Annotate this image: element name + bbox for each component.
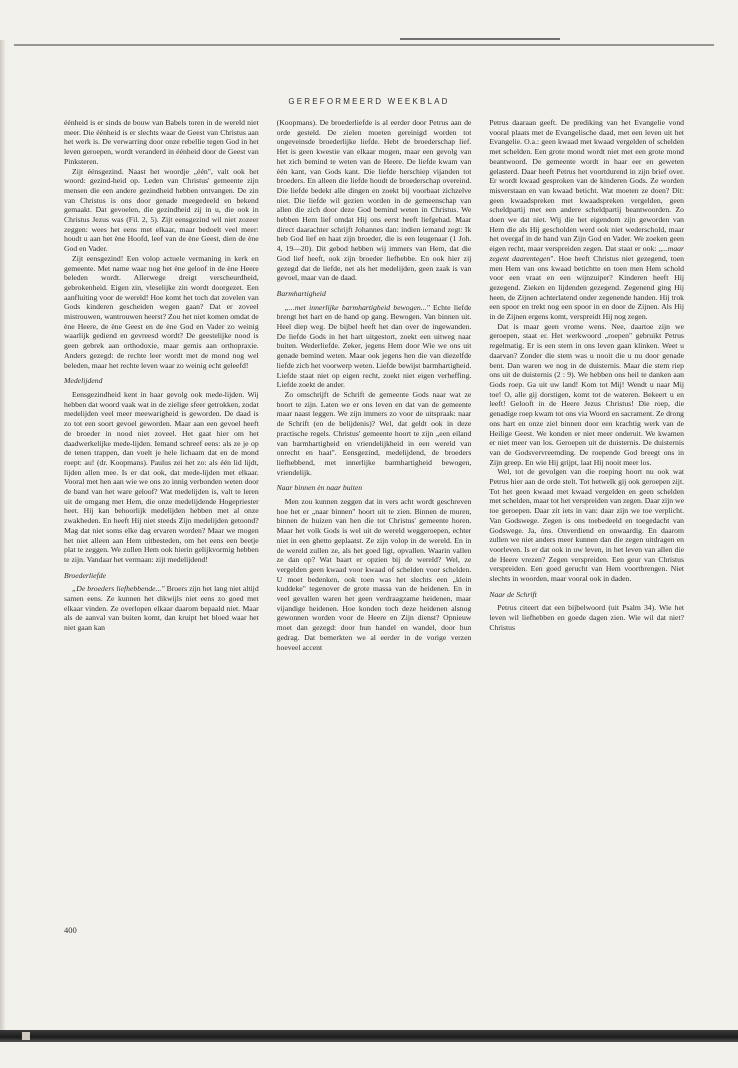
section-heading: Broederliefde: [64, 570, 106, 580]
paragraph: Wel, tot de gevolgen van die roeping hoort nu ook wat Petrus hier aan de orde stelt. Tot hetwelk gij ook geroepen zijt. Tot het geen kwaad met kwaad vergelden en geen schelden met schelden, maar tot het verspreiden van zegen. Daar zijn we toe geroepen. Daar zit iets in van: daar zijn we toe verplicht. Van Godswege. Zegen is ons toebedeeld en toegedacht van Godswege. Ja, óns. Onverdiend en onwaardig. En daarom zullen we niet anders meer kunnen dan die zegen uitdragen en voorleven. Is er dat ook in uw leven, in het leven van allen die de Heere vrezen? Zegen verspreiden. Een geur van Christus verspreiden. Een goed gerucht van Hem voortbrengen. Niet slechts in woorden, maar vooral ook in daden.: [489, 467, 685, 584]
paragraph: Eensgezindheid kent in haar gevolg ook mede-lijden. Wij hebben dat woord vaak wat in de zielige sfeer getrokken, zodat medelijden veel meer meewarigheid is geworden. De daad is zo tot een soort gevoel geworden. Maar aan een gevoel heeft de broeder in nood niet zoveel. Het gaat hier om het daadwerkelijke mede-lijden. Iemand schreef eens: als ze je op de tenen trappen, dan voelt je hele lichaam dat en de mond roept: au! (dr. Koopmans). Paulus zei het zo: als één lid lijdt, lijden allen mee. Is er dat ook, dat mede-lijden met elkaar. Vooral met hen aan wie we ons zo innig verbonden weten door de band van het ware geloof? Wat medelijden is, valt te leren uit de omgang met Hem, die onze medelijdende Hogepriester heet. Hij kan behoorlijk medelijden hebben met al onze zwakheden. En heeft Hij niet steeds Zijn medelijden getoond? Mag dat niet soms elke dag ervaren worden? Maar we mogen het niet alleen aan Hem uitbesteden, om het eens een beetje plat te zeggen. We zullen Hem ook hierin gelijkvormig hebben te zijn. Vandaar het vermaan: zijt medelijdend!: [64, 389, 259, 564]
scan-edge: [0, 40, 6, 1040]
paragraph-text: ". Hoe heeft Christus niet gezegend, toen men Hem van ons kwaad betichtte en toen men Hem schold voor een vraat en een wijnzuiper? Kinderen heeft Hij gezegend. Zieken en lijdenden gezegend. Zegenend ging Hij heen, de Zijnen achterlatend onder zegenende handen. Hij trok een spoor en trekt nog een spoor in en door de Zijnen. Als Hij in de Zijnen ergens komt, verspreidt Hij nog zegen.: [489, 253, 685, 322]
bottom-scan-gap: [22, 1032, 30, 1040]
scan-mark-top: [400, 38, 560, 40]
paragraph-text: Broers zijn het lang niet altijd samen eens. Ze kunnen het dikwijls niet eens zo goed met elkaar vinden. Ze overlopen elkaar daarom bepaald niet. Maar als de aanval van buiten komt, dan kruipt het bloed waar het niet gaan kan: [64, 584, 259, 633]
section-heading: Medelijdend: [64, 376, 103, 386]
quote: maar zegent daarentegen: [489, 244, 685, 263]
paragraph: Zijt éénsgezind. Naast het woordje „één", valt ook het woord: gezind-heid op. Leden van Christus' gemeente zijn mensen die een andere gezindheid hebben ontvangen. De zin van Christus is ons door genade meegedeeld en bekend gemaakt. Dat gevoelen, die gezindheid zij in u, die ook in Christus Jezus was (Fil. 2, 5). Zijt eensgezind wil niet zozeer zeggen: wees het eens met elkaar, maar bedoelt veel meer: houdt u aan het ène Hoofd, leef van de ène Geest, dien de ène God en Vader.: [64, 166, 259, 254]
quote: „...met innerlijke barmhartigheid bewogen...": [284, 302, 430, 312]
paragraph: éénheid is er sinds de bouw van Babels toren in de wereld niet meer. Die éénheid is er slechts waar de Geest van Christus aan het werk is. De verwarring door onze rebellie tegen God in het leven geroepen, wordt veranderd in éénheid door de Geest van Pinksteren.: [64, 118, 259, 166]
paragraph: Zijt eensgezind! Een volop actuele vermaning in kerk en gemeente. Met name waar nog het ène geloof in de ène Heere beleden wordt. Allerwege dreigt verscheurdheid, gebrokenheid. Eigen zin, vleselijke zin wordt doorgezet. Een aanfluiting voor de wereld! Hoe komt het toch dat zovelen van Gods kinderen gescheiden wegen gaan? Dat er zoveel mistrouwen, wantrouwen heerst? Zou het niet komen omdat de ène Heere, de ène Geest en de ène God en Vader zo weinig waarlijk gediend en gevreesd wordt? De geestelijke nood is geen gebrek aan orthodoxie, maar gemis aan orthopraxie. Anders gezegd: de rechte leer wordt met de mond nog wel beleden, maar het rechte leven waar zo weinig echt geleefd!: [64, 253, 259, 370]
bottom-scan-bar: [0, 1030, 738, 1042]
paragraph: [64, 584, 259, 633]
paragraph: [277, 303, 472, 390]
column-1: [64, 118, 259, 908]
paragraph: Men zou kunnen zeggen dat in vers acht wordt geschreven hoe het er „naar binnen" hoort uit te zien. Binnen de muren, binnen de huizen van hen die tot Christus' gemeente horen. Maar het volk Gods is wel uit de wereld weggeroepen, echter niet in een ghetto geplaatst. Ze zijn volop in de wereld. En in de wereld zullen ze, als het goed ligt, opvallen. Waarin vallen ze dan op? Wat baart er opzien bij de wereld? Wel, ze vergelden geen kwaad voor kwaad of schelden voor schelden. U moet bedenken, ook toen was het slechts een „klein kuddeke" tegenover de grote massa van de heidenen. En in veel gevallen waren het geen verdraagzame heidenen, maar vijandige heidenen. Hoe konden toch deze heidenen alsnog gewonnen worden voor de Heere en Zijn dienst? Opnieuw moet dan gezegd: door hun handel en wandel, door hun gedrag. Dat bemerkten we al eerder in de vorige verzen hoeveel accent: [276, 497, 472, 652]
section-heading: Barmhartigheid: [276, 288, 326, 298]
article-columns: [64, 118, 684, 908]
running-head: GEREFORMEERD WEEKBLAD: [288, 97, 450, 106]
section-heading: Naar de Schrift: [489, 589, 537, 599]
paragraph-text: Petrus daaraan geeft. De prediking van het Evangelie vond vooral plaats met de Evangelische daad, met een leven uit het Evangelie. O.a.: geen kwaad met kwaad vergelden of schelden met schelden. Een grote mond wordt niet met een grote mond beantwoord. De gemeente wordt in haar eer en geweten gelasterd. Daar heeft Petrus het voortdurend in zijn brief over. Er wordt kwaad gesproken van de kinderen Gods. Ze worden misverstaan en van kwaad beticht. Wat moeten ze doen? Dit: geen kwaadspreken met kwaadspreken vergelden, geen scheldpartij met een andere scheldpartij beantwoorden. Zo doen we dat niet. Wij die het eigendom zijn geworden van Hem die als Hij gescholden werd ook niet wederschold, maar het overgaf in de hand van Zijn God en Vader. We zoeken geen eigen recht, maar verspreiden zegen. Dat staat er ook: „...: [489, 118, 685, 254]
paragraph: [489, 118, 684, 322]
page-number: 400: [64, 925, 77, 935]
quote: „De broeders liefhebbende...": [72, 584, 165, 594]
top-rule: [14, 44, 714, 46]
column-3: [489, 118, 684, 908]
paragraph: Petrus citeert dat een bijbelwoord (uit Psalm 34). Wie het leven wil liefhebben en goede dagen zien. Wie wil dat niet? Christus: [489, 603, 685, 632]
paragraph-text: Echte liefde brengt het hart en de hand op gang. Bewogen. Van binnen uit. Heel diep weg. De bijbel heeft het dan over de ingewanden. De liefde Gods in het hart uitgestort, zoekt een uitweg naar buiten. Wederliefde. Zeker, jegens Hem door Wie we ons uit genade bemind weten. Maar ook jegens hen die van diezelfde liefde zich het voorwerp weten. Liefde bewijst barmhartigheid. Liefde staat niet op eigen recht, zoekt niet eigen verheffing. Liefde zoekt de ander.: [276, 302, 472, 390]
section-heading: Naar binnen èn naar buiten: [276, 483, 363, 493]
paragraph: Dat is maar geen vrome wens. Nee, daartoe zijn we geroepen, staat er. Het werkwoord „roepen" gebruikt Petrus regelmatig. Er is een stem in ons leven gaan klinken. Weet u daarvan? Zonder die stem was u nooit die u nu door genade bent. Dan waren we nog in de duisternis. Maar die stem riep ons uit de duisternis (2 : 9). We hebben ons heil te danken aan Gods roep. Ga uit uw land! Kom tot Mij! Wendt u naar Mij toe! O, alle gij dorstigen, komt tot de wateren. Bekeert u en leeft! Gelooft in de Heere Jezus Christus! Die roep, die genadige roep kwam tot ons via Woord en sacrament. Ze drong ons hart en onze ziel binnen door een krachtig werk van de Heilige Geest. We konden er niet meer onderuit. We kwamen er niet meer van los. Geroepen uit de duisternis. De duisternis van de Godsvervreemding. De roepende God breegt ons in Zijn greep. En wie Hij grijpt, laat Hij nooit meer los.: [489, 321, 685, 467]
column-2: [277, 118, 472, 908]
paragraph: Zo omschrijft de Schrift de gemeente Gods naar wat ze hoort te zijn. Laten we er ons leven en dat van de gemeente maar naast leggen. We zijn immers zo voor de uitspraak: naar de Schrift (en de belijdenis)? Wel, dat geldt ook in deze practische regels. Christus' gemeente hoort te zijn „een eiland van barmhartigheid en vriendelijkheid in een wereld van onrecht en haat". Eensgezind, medelijdend, de broeders liefhebbend, met innerlijke barmhartigheid bewogen, vriendelijk.: [276, 389, 472, 477]
paragraph: (Koopmans). De broederliefde is al eerder door Petrus aan de orde gesteld. De zielen moeten gereinigd worden tot ongeveinsde broederlijke liefde. Hebt de broederschap lief. Het is geen kwestie van elkaar mogen, maar een gevolg van het zich bemind te weten van de Heere. De liefde kwam van één kant, van Gods kant. Die liefde herschiep vijanden tot broeders. En alleen die liefde houdt de broederschap overeind. Die liefde bedekt alle dingen en zoekt bij voorbaat zichzelve niet. Die liefde wil gezien worden in de gemeenschap van allen die zich door deze God bemind weten in Christus. We hebben Hem lief omdat Hij ons eerst heeft liefgehad. Maar direct daarachter schrijft Johannes dan: indien iemand zegt: Ik heb God lief en haat zijn broeder, die is een leugenaar (1 Joh. 4, 19—20). Dit gebod hebben wij immers van Hem, dat die God lief heeft, ook zijn broeder liefhebbe. En ook hier zij gezegd dat de liefde, net als het medelijden, geen zaak is van gevoel, maar van de daad.: [276, 118, 472, 283]
